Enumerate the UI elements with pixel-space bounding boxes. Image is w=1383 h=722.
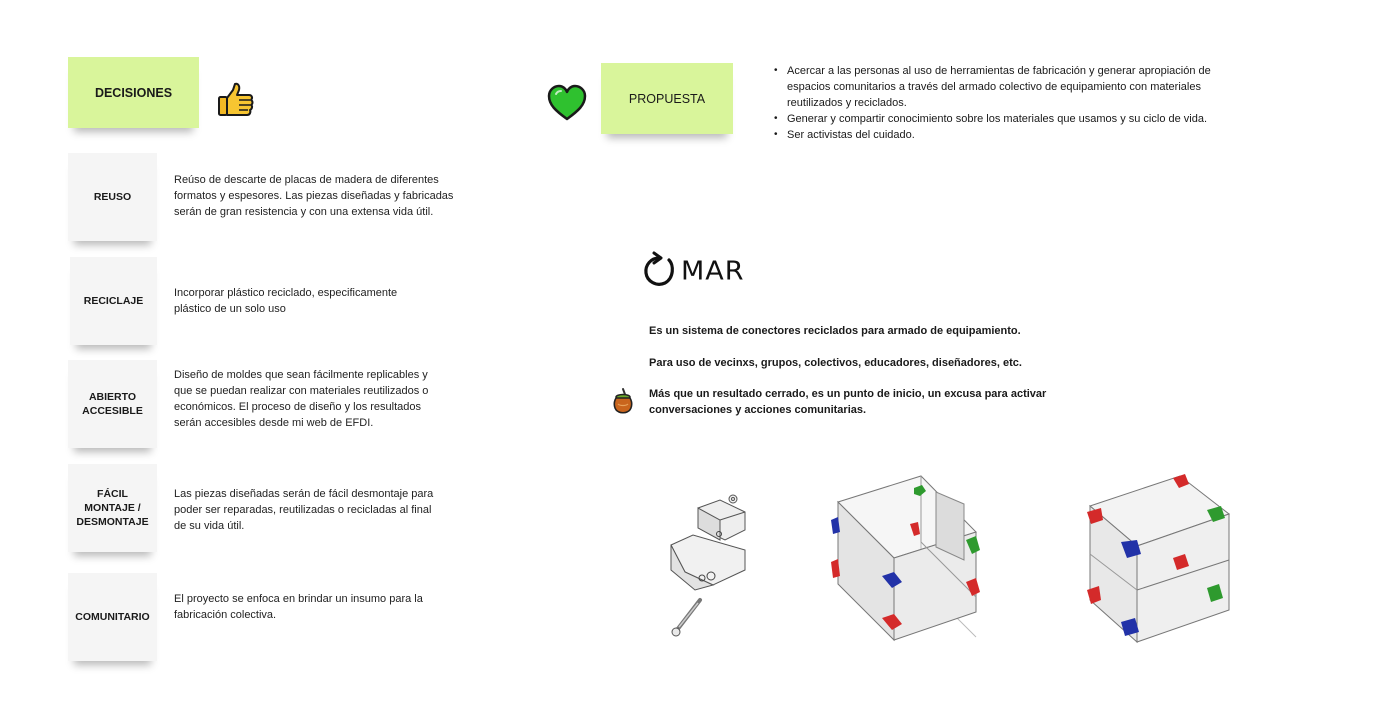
note-reuso (68, 153, 157, 241)
facil-montaje-description: Las piezas diseñadas serán de fácil desmontaje para poder ser reparadas, reutilizadas o recicladas al final de su vida útil. (174, 488, 434, 532)
omar-line-1: Es un sistema de conectores reciclados para armado de equipamiento. (649, 325, 1021, 337)
note-facil-montaje-label: FÁCIL MONTAJE / DESMONTAJE (76, 488, 149, 528)
mate-gourd-icon (612, 388, 634, 414)
propuesta-note (601, 63, 733, 134)
note-facil-montaje (68, 464, 157, 552)
note-abierto-accesible-label: ABIERTO ACCESIBLE (82, 391, 143, 417)
assembled-cube-illustration (826, 472, 986, 642)
propuesta-bullets (773, 63, 1257, 143)
green-heart-icon (546, 84, 588, 122)
propuesta-bullet: • Generar y compartir conocimiento sobre los materiales que usamos y su ciclo de vida. (787, 111, 1257, 127)
thumbs-up-icon (217, 81, 255, 119)
propuesta-title: PROPUESTA (628, 91, 706, 106)
note-comunitario-label: COMUNITARIO (75, 611, 150, 623)
note-comunitario (68, 573, 157, 661)
cube-with-connectors-illustration (1085, 470, 1235, 646)
omar-logo (643, 250, 773, 290)
propuesta-bullet: • Acercar a las personas al uso de herramientas de fabricación y generar apropiación de espacios comunitarios a través del armado colectivo de equipamiento con materiales reutilizados y reciclados. (787, 63, 1257, 111)
reciclaje-description: Incorporar plástico reciclado, especificamente plástico de un solo uso (174, 287, 398, 315)
decisiones-title: DECISIONES (94, 85, 173, 100)
note-reciclaje (70, 257, 157, 345)
note-abierto-accesible (68, 360, 157, 448)
note-reciclaje-label: RECICLAJE (83, 295, 144, 307)
abierto-accesible-description: Diseño de moldes que sean fácilmente replicables y que se puedan realizar con materiales reutilizados o económicos. El proceso de diseño y los resultados serán accesibles desde mi web de EFDI. (174, 369, 429, 429)
reuso-description: Reúso de descarte de placas de madera de diferentes formatos y espesores. Las piezas diseñadas y fabricadas serán de gran resistencia y con una extensa vida útil. (174, 174, 454, 218)
propuesta-bullet: • Ser activistas del cuidado. (787, 127, 1257, 143)
connector-pieces-illustration (665, 490, 755, 640)
omar-logo-text: MAR (681, 256, 745, 287)
note-reuso-label: REUSO (93, 191, 132, 203)
decisiones-note (68, 57, 199, 128)
omar-line-2: Para uso de vecinxs, grupos, colectivos, educadores, diseñadores, etc. (649, 357, 1022, 369)
comunitario-description: El proyecto se enfoca en brindar un insumo para la fabricación colectiva. (174, 593, 423, 621)
omar-line-3: Más que un resultado cerrado, es un punto de inicio, un excusa para activar conversaciones y acciones comunitarias. (649, 388, 1047, 416)
